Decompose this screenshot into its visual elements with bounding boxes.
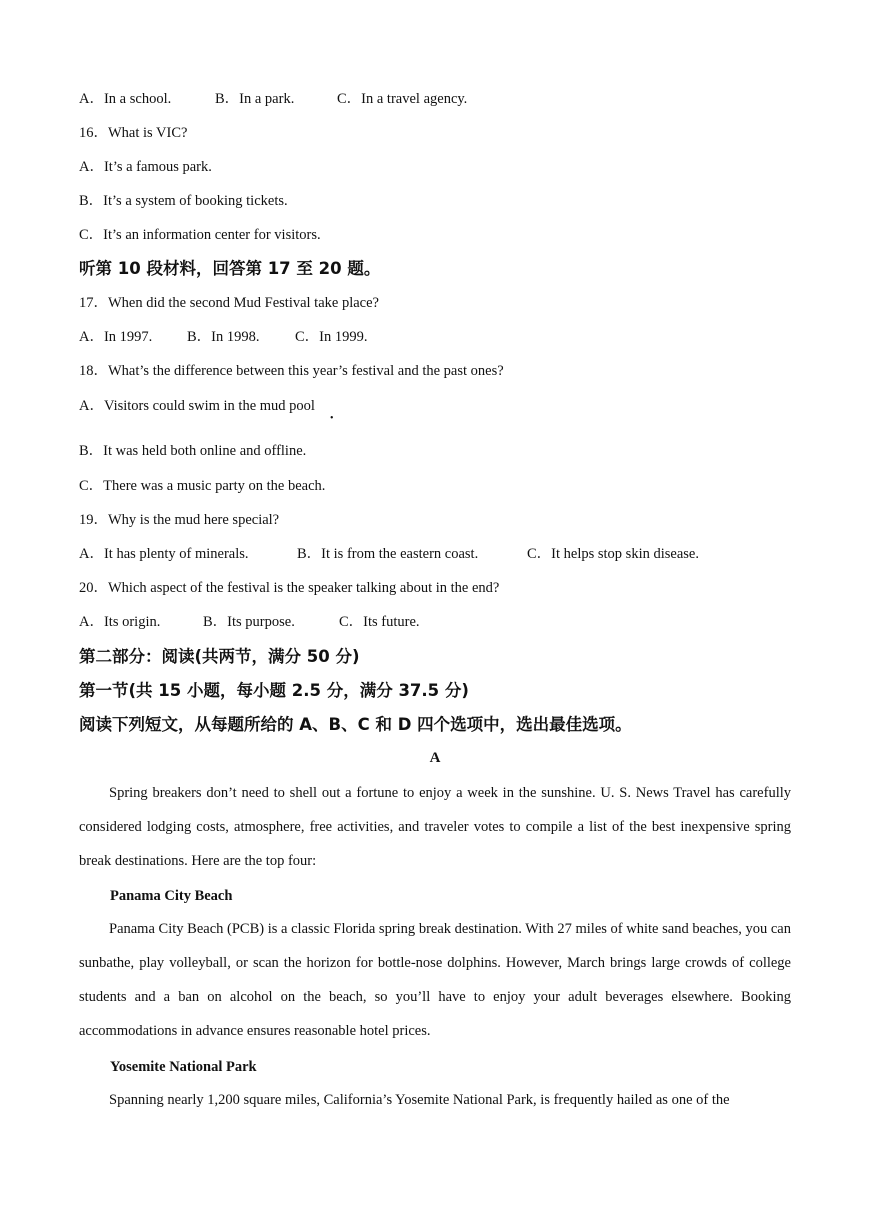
- q16-question: 16．What is VIC?: [79, 125, 188, 141]
- q17-option-b: B．In 1998.: [187, 329, 260, 345]
- q16-option-c: C．It’s an information center for visitors.: [79, 227, 321, 243]
- dest2-title: Yosemite National Park: [110, 1059, 257, 1075]
- q18-option-c: C．There was a music party on the beach.: [79, 478, 326, 494]
- section10-heading: 听第 10 段材料，回答第 17 至 20 题。: [79, 259, 381, 278]
- q16-option-a: A．It’s a famous park.: [79, 159, 212, 175]
- q15-option-c: C．In a travel agency.: [337, 91, 468, 107]
- dest1-text: Panama City Beach (PCB) is a classic Florida spring break destination. With 27 miles of white sand beaches, you can sunbathe, play volleyball, or scan the horizon for bottle-nose dolphins. However, March brings large crowds of college students and a ban on alcohol on the beach, so you’ll have to enjoy your adult beverages elsewhere. Booking accommodations in advance ensures reasonable hotel prices.: [79, 921, 791, 1039]
- q16-option-b: B．It’s a system of booking tickets.: [79, 193, 288, 209]
- q19-question: 19．Why is the mud here special?: [79, 512, 280, 528]
- part2-heading: 第二部分：阅读(共两节，满分 50 分): [79, 647, 360, 666]
- q20-option-b: B．Its purpose.: [203, 614, 295, 630]
- q15-option-a: A．In a school.: [79, 91, 172, 107]
- q18-question: 18．What’s the difference between this year’s festival and the past ones?: [79, 363, 504, 379]
- q15-option-b: B．In a park.: [215, 91, 295, 107]
- q19-option-a: A．It has plenty of minerals.: [79, 546, 249, 562]
- dest2-text: Spanning nearly 1,200 square miles, California’s Yosemite National Park, is frequently hailed as one of the: [109, 1092, 730, 1108]
- q19-option-b: B．It is from the eastern coast.: [297, 546, 479, 562]
- q20-question: 20．Which aspect of the festival is the speaker talking about in the end?: [79, 580, 500, 596]
- q19-option-c: C．It helps stop skin disease.: [527, 546, 699, 562]
- passage-label: A: [429, 750, 441, 766]
- q17-option-a: A．In 1997.: [79, 329, 153, 345]
- q17-question: 17．When did the second Mud Festival take place?: [79, 295, 379, 311]
- stray-dot: •: [330, 413, 334, 424]
- q18-option-b: B．It was held both online and offline.: [79, 443, 307, 459]
- q18-option-a: A．Visitors could swim in the mud pool: [79, 398, 315, 414]
- q20-option-a: A．Its origin.: [79, 614, 161, 630]
- q20-option-c: C．Its future.: [339, 614, 420, 630]
- instructions: 阅读下列短文，从每题所给的 A、B、C 和 D 四个选项中，选出最佳选项。: [79, 715, 632, 734]
- q17-option-c: C．In 1999.: [295, 329, 368, 345]
- section1-heading: 第一节(共 15 小题，每小题 2.5 分，满分 37.5 分): [79, 681, 469, 700]
- passage-intro: Spring breakers don’t need to shell out a fortune to enjoy a week in the sunshine. U. S. News Travel has carefully considered lodging costs, atmosphere, free activities, and traveler votes to compile a list of the best inexpensive spring break destinations. Here are the top four:: [79, 785, 791, 869]
- dest1-title: Panama City Beach: [110, 888, 233, 904]
